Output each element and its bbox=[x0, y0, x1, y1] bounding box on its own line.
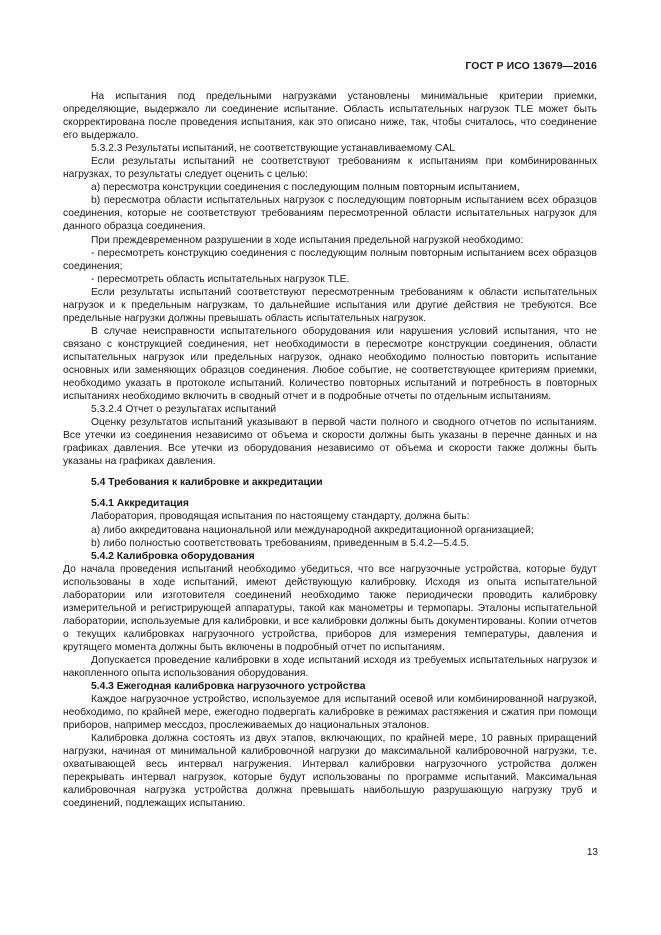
paragraph: b) пересмотра области испытательных нагрузок с последующим повторным испытанием всех образцов соединения, которые не соответствуют требованиям пересмотренной области испытательных нагрузок для данного образца соединения. bbox=[63, 195, 597, 233]
paragraph: Лаборатория, проводящая испытания по настоящему стандарту, должна быть: bbox=[91, 511, 470, 523]
document-body bbox=[63, 90, 597, 811]
section-heading: 5.4 Требования к калибровке и аккредитации bbox=[91, 477, 323, 489]
paragraph: При преждевременном разрушении в ходе испытания предельной нагрузкой необходимо: bbox=[91, 234, 524, 246]
section-heading: 5.4.3 Ежегодная калибровка нагрузочного устройства bbox=[91, 681, 366, 693]
paragraph: 5.3.2.4 Отчет о результатах испытаний bbox=[91, 404, 277, 416]
paragraph: Допускается проведение калибровки в ходе испытаний исходя из требуемых испытательных нагрузок и накопленного опыта использования оборудования. bbox=[63, 654, 597, 680]
paragraph: a) либо аккредитована национальной или международной аккредитационной организацией; bbox=[91, 524, 534, 536]
section-heading: 5.4.2 Калибровка оборудования bbox=[91, 550, 255, 562]
paragraph: Если результаты испытаний не соответствуют требованиям к испытаниям при комбинированных нагрузках, то результаты следует оценить с целью: bbox=[63, 156, 597, 181]
paragraph: До начала проведения испытаний необходимо убедиться, что все нагрузочные устройства, которые будут использованы в ходе испытаний, имеют действующую калибровку. Исходя из опыта испытательной лаборатории или изготовителя соединений необходимо также периодически проводить калибровку измерительной и регистрирующей аппаратуры, такой как манометры и термопары. Эталоны испытательной лаборатории, используемые для калибровки, и все калибровки должны быть документированы. Копии отчетов о текущих калибровках нагрузочного устройства, приборов для измерения температуры, давления и крутящего момента должны быть включены в подробный отчет по испытаниям. bbox=[63, 563, 597, 653]
page-number: 13 bbox=[586, 847, 598, 858]
paragraph: В случае неисправности испытательного оборудования или нарушения условий испытания, что не связано с конструкцией соединения, нет необходимости в пересмотре конструкции соединения, области испытательных нагрузок или предельных нагрузок, однако необходимо полностью повторить испытание основных или заменяющих образцов соединения. Любое событие, не соответствующее критериям приемки, необходимо указать в протоколе испытаний. Количество повторных испытаний и потребность в повторных испытаниях необходимо включить в сводный отчет и в подробные отчеты по отдельным испытаниям. bbox=[63, 325, 597, 403]
paragraph: b) либо полностью соответствовать требованиям, приведенным в 5.4.2—5.4.5. bbox=[91, 537, 470, 549]
paragraph: - пересмотреть конструкцию соединения с последующим полным повторным испытанием всех образцов соединения; bbox=[63, 247, 597, 272]
paragraph: 5.3.2.3 Результаты испытаний, не соответствующие устанавливаемому CAL bbox=[91, 143, 455, 155]
paragraph: На испытания под предельными нагрузками установлены минимальные критерии приемки, определяющие, выдержало ли соединение испытание. Область испытательных нагрузок TLE может быть скорректирована после проведения испытания, как это описано ниже, так, чтобы считалось, что соединение его выдержало. bbox=[63, 91, 597, 142]
paragraph: Калибровка должна состоять из двух этапов, включающих, по крайней мере, 10 равных приращений нагрузки, начиная от минимальной калибровочной нагрузки до максимальной калибровочной нагрузки, т.е. охватывающей весь интервал нагружения. Интервал калибровки нагрузочного устройства должен перекрывать интервал нагрузок, которые будут использованы по программе испытаний. Максимальная калибровочная нагрузка устройства должна превышать наибольшую разрушающую нагрузку труб и соединений, подлежащих испытанию. bbox=[63, 733, 597, 810]
standard-code-header: ГОСТ Р ИСО 13679—2016 bbox=[465, 60, 597, 72]
paragraph: - пересмотреть область испытательных нагрузок TLE. bbox=[91, 273, 350, 285]
paragraph: Оценку результатов испытаний указывают в первой части полного и сводного отчетов по испытаниям. Все утечки из соединения независимо от объема и скорости должны быть указаны в перечне данных и на графиках давления. Все утечки из оборудования независимо от объема и скорости также должны быть указаны на графиках давления. bbox=[63, 417, 597, 468]
paragraph: a) пересмотра конструкции соединения с последующим полным повторным испытанием, bbox=[91, 182, 520, 194]
section-heading: 5.4.1 Аккредитация bbox=[91, 498, 189, 510]
paragraph: Каждое нагрузочное устройство, используемое для испытаний осевой или комбинированной нагрузкой, необходимо, по крайней мере, ежегодно подвергать калибровке в режимах растяжения и сжатия при помощи приборов, например мессдоз, прослеживаемых до национальных эталонов. bbox=[63, 694, 597, 732]
paragraph: Если результаты испытаний соответствуют пересмотренным требованиям к области испытательных нагрузок и к предельным нагрузкам, то дальнейшие испытания или другие действия не требуются. Все предельные нагрузки должны превышать область испытательных нагрузок. bbox=[63, 286, 597, 324]
